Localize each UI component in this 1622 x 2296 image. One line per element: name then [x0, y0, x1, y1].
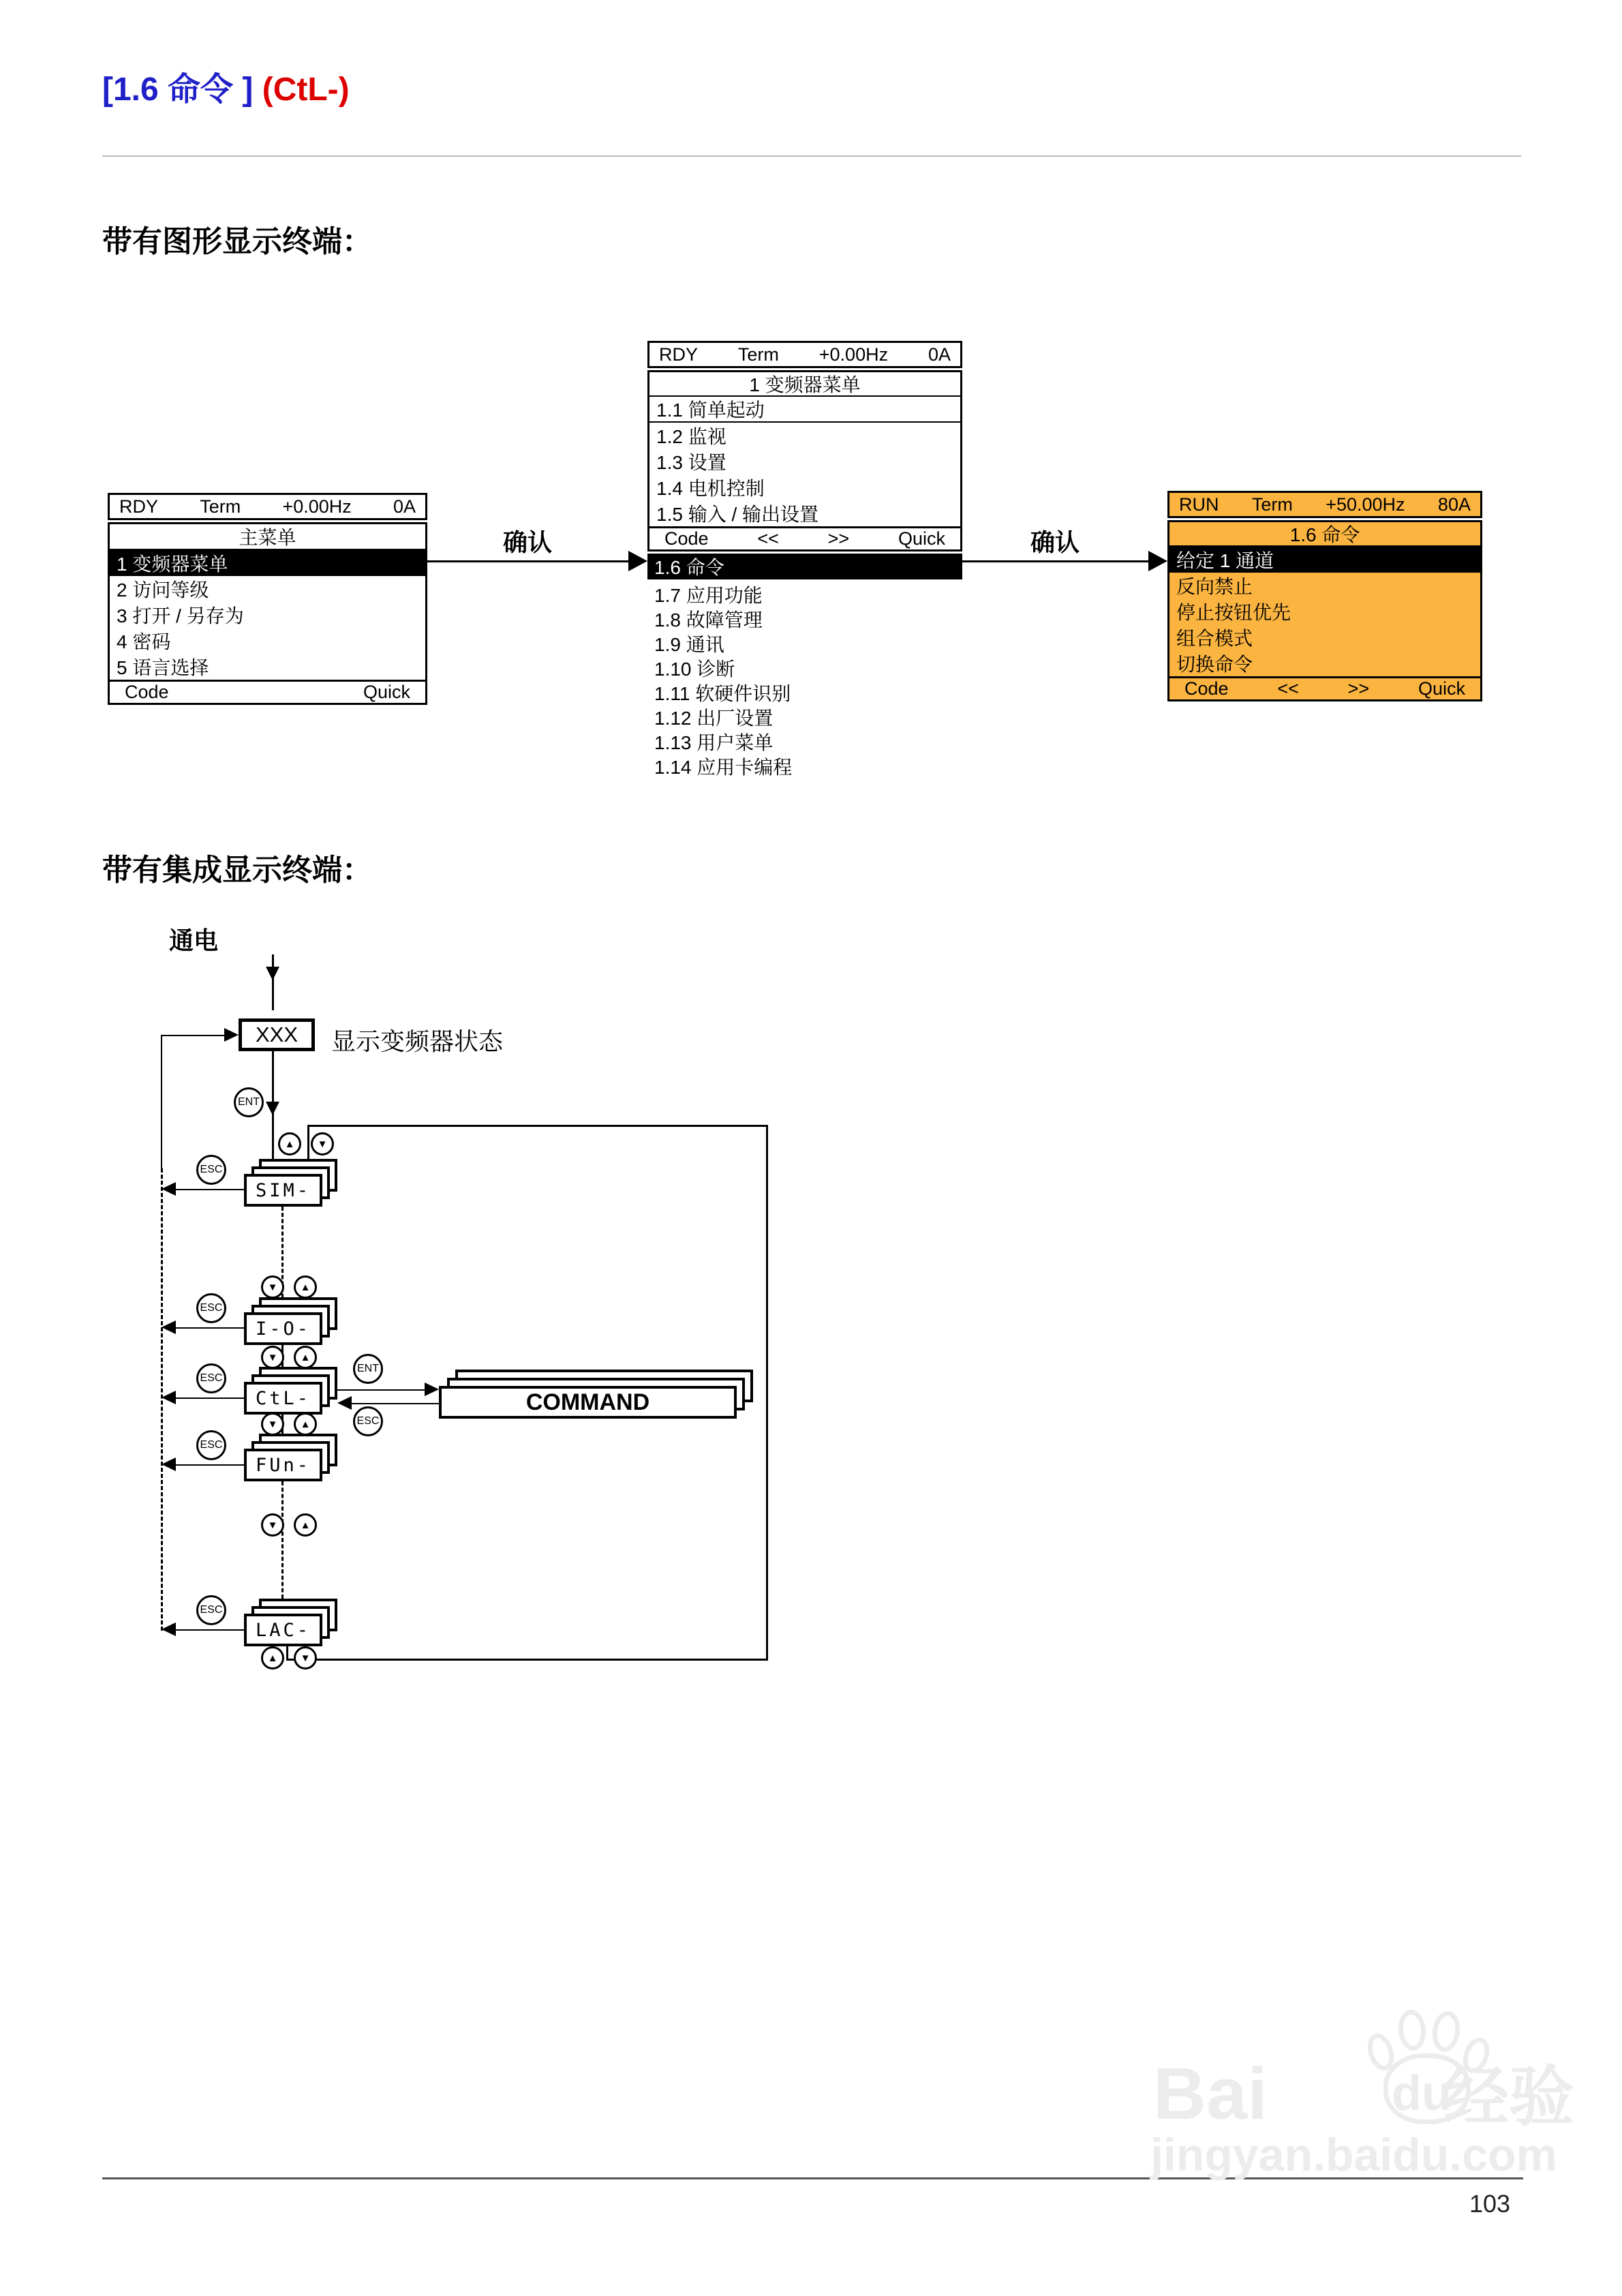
softkey-code: Code: [664, 528, 709, 549]
flow-return-line: [162, 1035, 226, 1036]
drive-menu-item: 1.14 应用卡编程: [654, 757, 793, 778]
drive-menu-item: 1.5 输入 / 输出设置: [656, 504, 819, 525]
confirm-arrowhead: [628, 551, 647, 571]
down-key: ▼: [261, 1275, 284, 1299]
command-menu-title: 1.6 命令: [1169, 522, 1480, 547]
drive-menu-item-1-6-selected: 1.6 命令: [647, 554, 962, 579]
power-on-label: 通电: [169, 927, 219, 954]
esc-exit-line: [169, 1189, 244, 1190]
drive-menu-item: 1.2 监视: [656, 426, 726, 447]
drive-status-box: XXX: [239, 1018, 315, 1051]
drive-menu-item: 1.12 出厂设置: [654, 708, 774, 729]
ent-key: ENT: [234, 1087, 264, 1117]
watermark-url: jingyan.baidu.com: [1150, 2129, 1557, 2181]
flow-arrowhead-down: [266, 1102, 279, 1115]
menu-lac: LAC-: [244, 1614, 322, 1646]
drive-menu-item: 1.3 设置: [656, 452, 726, 473]
esc-exit-line: [169, 1327, 244, 1329]
esc-exit-line: [169, 1464, 244, 1466]
drive-menu-item: 1.8 故障管理: [654, 609, 763, 631]
esc-key: ESC: [196, 1595, 226, 1625]
esc-key: ESC: [353, 1406, 383, 1436]
status-current: 0A: [928, 344, 951, 365]
status-current: 0A: [393, 496, 416, 517]
flow-line: [272, 954, 274, 1010]
status-state: RDY: [659, 344, 699, 365]
status-term: Term: [737, 344, 779, 365]
flow-arrowhead-left: [162, 1182, 176, 1196]
softkey-code: Code: [1184, 678, 1229, 699]
main-menu-item-selected: 1 变频器菜单: [110, 550, 425, 576]
drive-menu-statusbar: [647, 341, 962, 368]
graphic-terminal-heading: 带有图形显示终端：: [102, 225, 372, 258]
confirm-arrow-line: [962, 560, 1148, 562]
loop-line: [766, 1125, 768, 1661]
flow-line: [337, 1389, 426, 1391]
menu-gap-dashed-line: [281, 1207, 284, 1310]
command-menu-item-selected: 给定 1 通道: [1169, 547, 1480, 573]
drive-menu-item: 1.4 电机控制: [656, 478, 765, 499]
top-rule: [102, 155, 1521, 157]
command-menu-item: 停止按钮优先: [1176, 602, 1291, 623]
main-menu-item: 3 打开 / 另存为: [117, 605, 244, 626]
status-state: RDY: [119, 496, 159, 517]
flow-return-line: [352, 1403, 439, 1404]
drive-menu-item: 1.9 通讯: [654, 634, 724, 655]
command-menu-item: 切换命令: [1176, 654, 1253, 675]
softkey-prev: <<: [1277, 678, 1299, 699]
esc-collector-line: [161, 1035, 162, 1168]
main-menu-item: 2 访问等级: [117, 579, 209, 601]
flow-arrowhead-left: [162, 1457, 176, 1471]
up-key: ▲: [261, 1646, 284, 1670]
flow-arrowhead-right: [425, 1383, 439, 1396]
down-key: ▼: [311, 1132, 334, 1155]
drive-menu-below-list: [654, 582, 792, 779]
menu-sim: SIM-: [244, 1174, 322, 1207]
esc-key: ESC: [196, 1430, 226, 1460]
command-menu-statusbar: [1167, 491, 1482, 518]
softkey-next: >>: [827, 528, 850, 549]
flow-arrowhead-down: [266, 967, 279, 980]
main-menu-statusbar: [108, 493, 427, 520]
confirm-arrow-line: [427, 560, 630, 562]
status-state: RUN: [1179, 494, 1219, 515]
softkey-code: Code: [125, 682, 169, 702]
main-menu-title: 主菜单: [110, 524, 425, 550]
up-key: ▲: [294, 1275, 317, 1299]
esc-key: ESC: [196, 1363, 226, 1393]
esc-key: ESC: [196, 1293, 226, 1323]
watermark-du: du: [1392, 2066, 1452, 2121]
status-freq: +50.00Hz: [1326, 494, 1405, 515]
flow-arrowhead-left: [162, 1391, 176, 1404]
drive-menu-softkeys: [649, 526, 960, 549]
down-key: ▼: [261, 1513, 284, 1537]
drive-menu-title: 1 变频器菜单: [649, 372, 960, 397]
menu-fun: FUn-: [244, 1449, 322, 1481]
menu-gap-dashed-line: [281, 1481, 284, 1599]
command-menu-screen: [1167, 520, 1482, 701]
status-freq: +0.00Hz: [818, 344, 889, 365]
loop-line: [286, 1659, 768, 1661]
ent-key: ENT: [353, 1354, 383, 1384]
up-key: ▲: [294, 1513, 317, 1537]
esc-exit-line: [169, 1629, 244, 1631]
menu-io: I-O-: [244, 1312, 322, 1345]
watermark-baidu: Bai: [1153, 2052, 1268, 2134]
flow-arrowhead-left: [337, 1396, 352, 1410]
main-menu-softkeys: [110, 680, 425, 703]
drive-menu-item: 1.13 用户菜单: [654, 732, 774, 753]
up-key: ▲: [294, 1413, 317, 1436]
watermark-jingyan: 经验: [1443, 2061, 1574, 2134]
confirm-label: 确认: [503, 529, 553, 556]
command-menu-item: 反向禁止: [1176, 576, 1253, 597]
main-menu-item: 5 语言选择: [117, 657, 209, 678]
down-key: ▼: [294, 1646, 317, 1670]
softkey-prev: <<: [757, 528, 779, 549]
status-freq: +0.00Hz: [282, 496, 352, 517]
command-menu-softkeys: [1169, 676, 1480, 699]
drive-menu-item: 1.1 简单起动: [649, 397, 960, 423]
status-term: Term: [1251, 494, 1293, 515]
loop-line: [307, 1125, 768, 1127]
status-term: Term: [200, 496, 241, 517]
status-current: 80A: [1437, 494, 1471, 515]
drive-menu-item: 1.7 应用功能: [654, 585, 763, 606]
softkey-quick: Quick: [363, 682, 410, 702]
confirm-label: 确认: [1030, 529, 1080, 556]
drive-menu-screen: [647, 370, 962, 552]
softkey-next: >>: [1347, 678, 1370, 699]
drive-menu-item: 1.10 诊断: [654, 659, 735, 680]
drive-menu-item: 1.11 软硬件识别: [654, 683, 791, 704]
command-menu-card: COMMAND: [439, 1386, 737, 1419]
page-title-red: (CtL-): [262, 72, 350, 108]
page-title: [102, 63, 350, 110]
confirm-arrowhead: [1148, 551, 1167, 571]
integrated-terminal-heading: 带有集成显示终端：: [102, 854, 372, 887]
main-menu-screen: [108, 522, 427, 705]
down-key: ▼: [261, 1346, 284, 1369]
command-menu-item: 组合模式: [1176, 628, 1253, 649]
flow-arrowhead-left: [162, 1320, 176, 1334]
softkey-quick: Quick: [898, 528, 945, 549]
down-key: ▼: [261, 1413, 284, 1436]
esc-key: ESC: [196, 1155, 226, 1185]
up-key: ▲: [294, 1346, 317, 1369]
up-key: ▲: [278, 1132, 301, 1155]
esc-exit-line: [169, 1398, 244, 1399]
page-number: 103: [1469, 2190, 1511, 2218]
softkey-quick: Quick: [1418, 678, 1465, 699]
flow-arrowhead-left: [162, 1622, 176, 1636]
menu-ctl-selected: CtL-: [244, 1382, 322, 1415]
drive-status-label: 显示变频器状态: [331, 1028, 504, 1055]
flow-arrowhead-right: [224, 1028, 239, 1042]
main-menu-item: 4 密码: [117, 631, 171, 652]
page-title-blue: [1.6 命令 ]: [102, 72, 254, 108]
